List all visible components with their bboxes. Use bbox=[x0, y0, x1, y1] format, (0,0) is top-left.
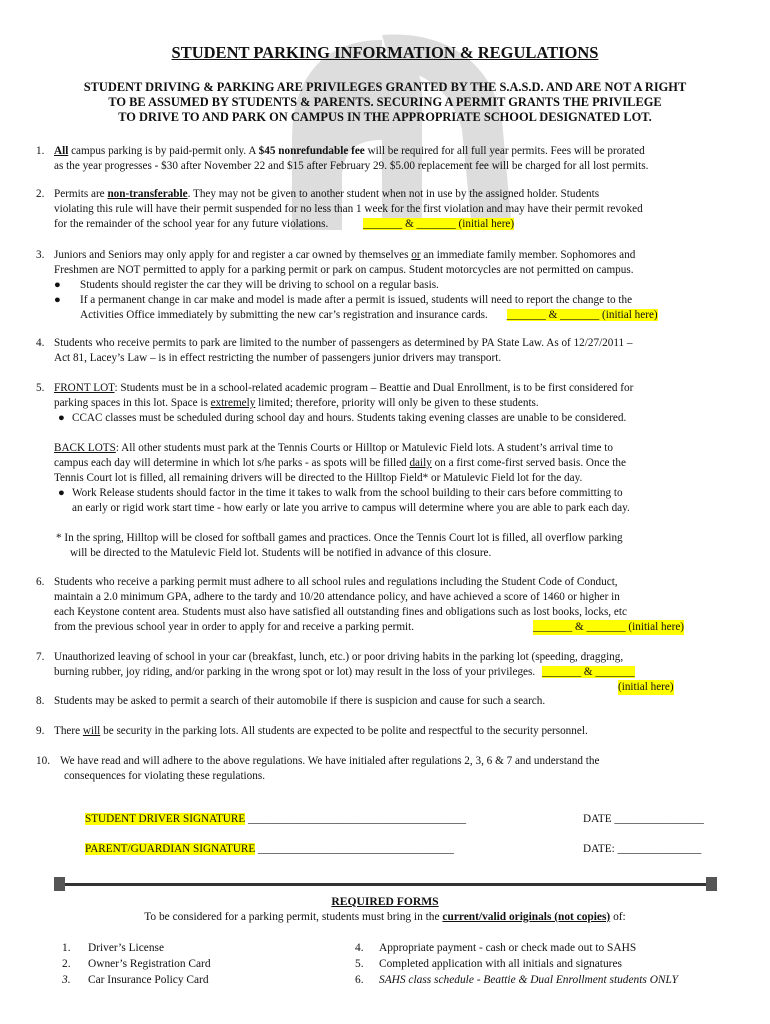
initial-blanks-field[interactable]: _______ & _______ bbox=[541, 666, 635, 678]
parent-signature-field[interactable] bbox=[85, 843, 454, 855]
rule-text: be security in the parking lots. All students are expected to be polite and respectful to the security personnel. bbox=[100, 725, 588, 737]
bullet-text: an early or rigid work start time - how early or late you arrive to campus will determine where you are able to park each day. bbox=[72, 502, 630, 514]
privilege-line-3: TO DRIVE TO AND PARK ON CAMPUS IN THE APPROPRIATE SCHOOL DESIGNATED LOT. bbox=[118, 110, 652, 124]
rule-text: consequences for violating these regulations. bbox=[64, 770, 266, 782]
bullet-text: Students should register the car they will be driving to school on a regular basis. bbox=[80, 279, 439, 291]
rule-text: limited; therefore, priority will only be given to these students. bbox=[255, 397, 539, 409]
daily-emphasis: daily bbox=[409, 457, 432, 469]
rule-text: Tennis Court lot is filled, all remaining drivers will be directed to the Hilltop Field* or Matulevic Field lot for the day. bbox=[54, 472, 583, 484]
rule-number: 7. bbox=[36, 651, 45, 663]
initial-label: (initial here) bbox=[618, 681, 674, 693]
extremely-emphasis: extremely bbox=[210, 397, 256, 409]
bullet-text: Activities Office immediately by submitting the new car’s registration and insurance cards. bbox=[80, 309, 488, 321]
rule-text: Act 81, Lacey’s Law – is in effect restricting the number of passengers junior drivers may transport. bbox=[54, 352, 502, 364]
form-text: Driver’s License bbox=[88, 942, 165, 954]
form-item-6 bbox=[355, 974, 678, 986]
privilege-statement bbox=[40, 80, 730, 125]
initial-field[interactable]: _______ & _______ (initial here) bbox=[533, 621, 685, 633]
divider-end-cap bbox=[54, 877, 65, 891]
rule-number: 8. bbox=[36, 695, 45, 707]
form-item-4 bbox=[355, 942, 637, 954]
divider-end-cap bbox=[706, 877, 717, 891]
form-number: 3. bbox=[62, 974, 71, 986]
form-item-1 bbox=[62, 942, 165, 954]
privilege-line-2: TO BE ASSUMED BY STUDENTS & PARENTS. SECURING A PERMIT GRANTS THE PRIVILEGE bbox=[108, 95, 662, 109]
form-number: 6. bbox=[355, 974, 364, 986]
rule-text: for the remainder of the school year for any future violations. bbox=[54, 218, 329, 230]
rule-text: Permits are bbox=[54, 188, 108, 200]
rule-text: Students who receive a parking permit must adhere to all school rules and regulations including the Student Code of Conduct, bbox=[54, 576, 618, 588]
rule-text: campus parking is by paid-permit only. A bbox=[68, 145, 259, 157]
bullet-dot: ● bbox=[58, 487, 65, 499]
or-emphasis: or bbox=[411, 249, 421, 261]
rule-text: will be required for all full year permits. Fees will be prorated bbox=[364, 145, 645, 157]
non-transferable-emphasis: non-transferable bbox=[107, 188, 188, 200]
bullet-text: If a permanent change in car make and model is made after a permit is issued, students will need to report the change to the bbox=[80, 294, 633, 306]
all-emphasis: All bbox=[54, 145, 69, 157]
rule-text: Juniors and Seniors may only apply for and register a car owned by themselves bbox=[54, 249, 412, 261]
form-text: Appropriate payment - cash or check made out to SAHS bbox=[379, 942, 637, 954]
rule-text: an immediate family member. Sophomores and bbox=[420, 249, 636, 261]
form-text: Owner’s Registration Card bbox=[88, 958, 211, 970]
form-number: 4. bbox=[355, 942, 364, 954]
rule-text: as the year progresses - $30 after November 22 and $15 after February 29. $5.00 replacement fee will be charged for all lost permits. bbox=[54, 160, 649, 172]
initial-field[interactable]: _______ & _______ (initial here) bbox=[363, 218, 515, 230]
form-text: Car Insurance Policy Card bbox=[88, 974, 209, 986]
rule-text: . They may not be given to another student when not in use by the assigned holder. Students bbox=[187, 188, 600, 200]
form-number: 2. bbox=[62, 958, 71, 970]
rule-text: We have read and will adhere to the above regulations. We have initialed after regulations 2, 3, 6 & 7 and understand the bbox=[60, 755, 600, 767]
rule-text: on a first come-first served basis. Once the bbox=[431, 457, 626, 469]
form-item-3 bbox=[62, 974, 209, 986]
form-item-5 bbox=[355, 958, 622, 970]
originals-emphasis: current/valid originals (not copies) bbox=[442, 911, 611, 923]
bullet-text: Work Release students should factor in the time it takes to walk from the school building to their cars before committing to bbox=[72, 487, 623, 499]
required-forms-intro bbox=[0, 911, 770, 923]
section-divider bbox=[58, 883, 714, 886]
privilege-line-1: STUDENT DRIVING & PARKING ARE PRIVILEGES GRANTED BY THE S.A.S.D. AND ARE NOT A RIGHT bbox=[83, 80, 687, 94]
rule-text: campus each day will determine in which lot s/he parks - as spots will be filled bbox=[54, 457, 410, 469]
hilltop-note: * In the spring, Hilltop will be closed for softball games and practices. Once the Tennis Court lot is filled, all overflow parking bbox=[56, 532, 623, 544]
rule-text: burning rubber, joy riding, and/or parking in the wrong spot or lot) may result in the loss of your privileges. bbox=[54, 666, 536, 678]
required-forms-title: REQUIRED FORMS bbox=[331, 895, 439, 908]
rule-text: Unauthorized leaving of school in your car (breakfast, lunch, etc.) or poor driving habits in the parking lot (speeding, dragging, bbox=[54, 651, 624, 663]
rule-text: Freshmen are NOT permitted to apply for a parking permit or park on campus. Student motorcycles are not permitted on campus. bbox=[54, 264, 634, 276]
will-emphasis: will bbox=[82, 725, 101, 737]
back-lots-heading: BACK LOTS bbox=[54, 442, 116, 454]
form-number: 5. bbox=[355, 958, 364, 970]
bullet-dot: ● bbox=[54, 279, 61, 291]
form-text: Completed application with all initials and signatures bbox=[379, 958, 622, 970]
rule-text: from the previous school year in order to apply for and receive a parking permit. bbox=[54, 621, 415, 633]
student-signature-label: STUDENT DRIVER SIGNATURE bbox=[85, 813, 246, 825]
form-text: SAHS class schedule - Beattie & Dual Enrollment students ONLY bbox=[379, 974, 678, 986]
parent-date-field[interactable]: DATE: _______________ bbox=[583, 843, 702, 855]
student-signature-field[interactable] bbox=[85, 813, 466, 825]
rule-text: maintain a 2.0 minimum GPA, adhere to the tardy and 10/20 attendance policy, and have achieved a score of 1460 or higher in bbox=[54, 591, 620, 603]
hilltop-note: will be directed to the Matulevic Field lot. Students will be notified in advance of this closure. bbox=[70, 547, 492, 559]
rule-text: parking spaces in this lot. Space is bbox=[54, 397, 211, 409]
rule-text: violating this rule will have their permit suspended for no less than 1 week for the first violation and may have their permit revoked bbox=[54, 203, 643, 215]
rule-number: 6. bbox=[36, 576, 45, 588]
rule-number: 10. bbox=[36, 755, 50, 767]
student-date-field[interactable]: DATE ________________ bbox=[583, 813, 704, 825]
bullet-dot: ● bbox=[58, 412, 65, 424]
signature-blank[interactable]: _______________________________________ bbox=[245, 813, 467, 825]
rule-text: There bbox=[54, 725, 83, 737]
rule-number: 4. bbox=[36, 337, 45, 349]
rule-number: 5. bbox=[36, 382, 45, 394]
fee-emphasis: $45 nonrefundable fee bbox=[258, 145, 365, 157]
rule-text: Students may be asked to permit a search of their automobile if there is suspicion and cause for such a search. bbox=[54, 695, 546, 707]
rule-text: : All other students must park at the Tennis Courts or Hilltop or Matulevic Field lots. A student’s arrival time to bbox=[115, 442, 613, 454]
form-item-2 bbox=[62, 958, 211, 970]
page-title: STUDENT PARKING INFORMATION & REGULATIONS bbox=[171, 43, 599, 62]
bullet-text: CCAC classes must be scheduled during school day and hours. Students taking evening classes are unable to be considered. bbox=[72, 412, 627, 424]
signature-blank[interactable]: ___________________________________ bbox=[255, 843, 454, 855]
initial-field[interactable]: _______ & _______ (initial here) bbox=[506, 309, 658, 321]
intro-text: To be considered for a parking permit, students must bring in the bbox=[144, 911, 443, 923]
rule-number: 1. bbox=[36, 145, 45, 157]
rule-number: 2. bbox=[36, 188, 45, 200]
bullet-dot: ● bbox=[54, 294, 61, 306]
parent-signature-label: PARENT/GUARDIAN SIGNATURE bbox=[85, 843, 256, 855]
rule-text: each Keystone content area. Students must also have satisfied all outstanding fines and obligations such as lost books, locks, etc bbox=[54, 606, 627, 618]
front-lot-heading: FRONT LOT bbox=[54, 382, 115, 394]
rule-number: 3. bbox=[36, 249, 45, 261]
rule-text: : Students must be in a school-related academic program – Beattie and Dual Enrollment, is to be first considered for bbox=[114, 382, 634, 394]
rule-number: 9. bbox=[36, 725, 45, 737]
intro-text: of: bbox=[610, 911, 626, 923]
form-number: 1. bbox=[62, 942, 71, 954]
rule-text: Students who receive permits to park are limited to the number of passengers as determined by PA State Law. As of 12/27/2011 – bbox=[54, 337, 633, 349]
